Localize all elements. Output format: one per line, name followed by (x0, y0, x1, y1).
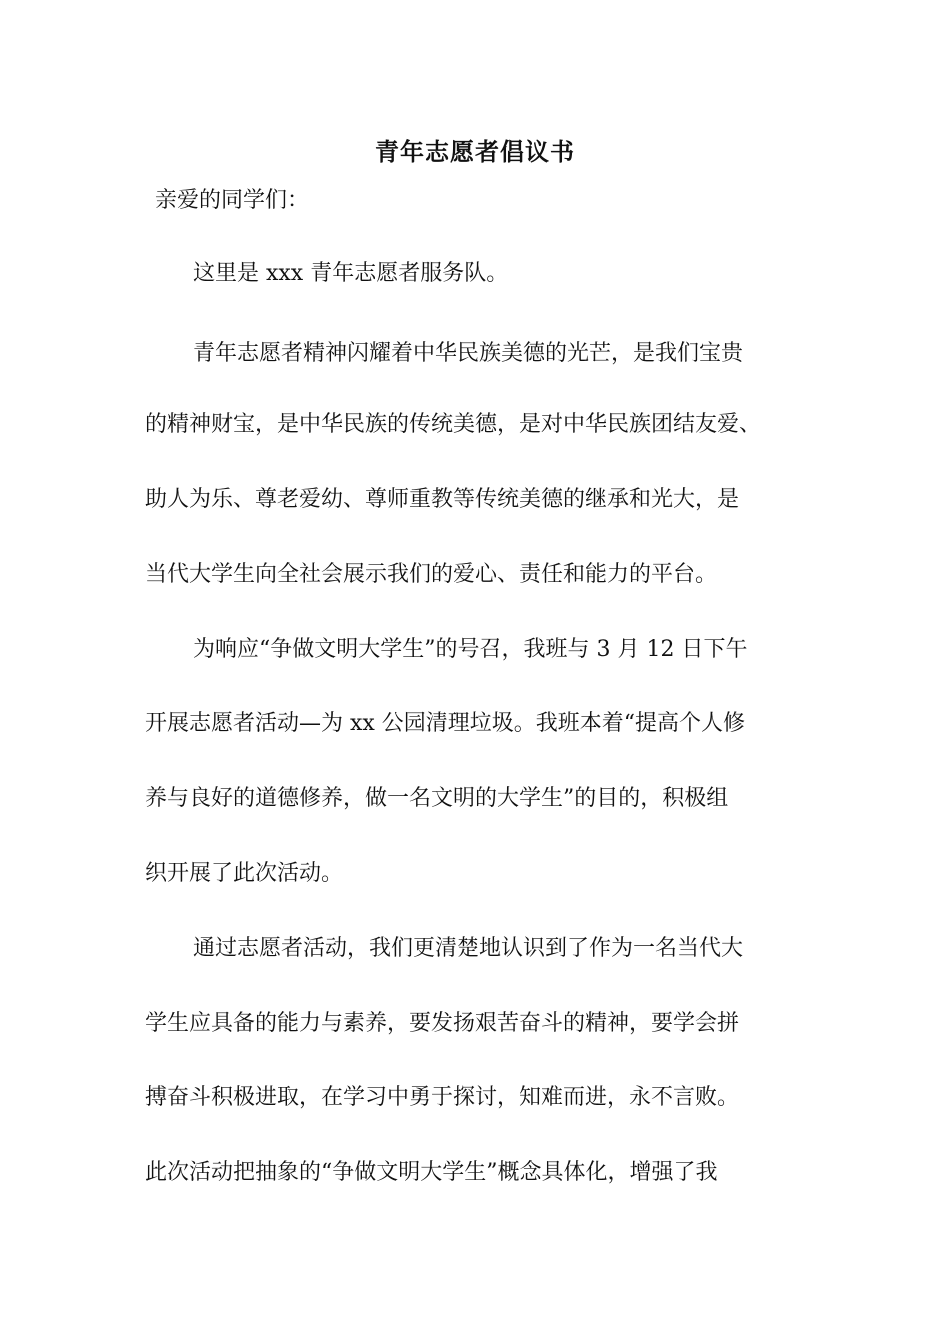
paragraph-line: 学生应具备的能力与素养，要发扬艰苦奋斗的精神，要学会拼 (145, 1011, 740, 1036)
paragraph-line: 开展志愿者活动—为 xx 公园清理垃圾。我班本着“提高个人修 (145, 711, 746, 736)
greeting: 亲爱的同学们： (155, 188, 310, 213)
paragraph-line: 此次活动把抽象的“争做文明大学生”概念具体化，增强了我 (145, 1160, 718, 1185)
paragraph-line: 助人为乐、尊老爱幼、尊师重教等传统美德的继承和光大，是 (145, 487, 740, 512)
document-title: 青年志愿者倡议书 (375, 137, 575, 166)
paragraph-line: 搏奋斗积极进取，在学习中勇于探讨，知难而进，永不言败。 (145, 1085, 740, 1110)
paragraph-line: 这里是 xxx 青年志愿者服务队。 (193, 261, 509, 286)
paragraph-line: 为响应“争做文明大学生”的号召，我班与 3 月 12 日下午 (193, 637, 748, 662)
paragraph-line: 养与良好的道德修养，做一名文明的大学生”的目的，积极组 (145, 786, 729, 811)
paragraph-line: 织开展了此次活动。 (145, 861, 344, 886)
paragraph-line: 通过志愿者活动，我们更清楚地认识到了作为一名当代大 (193, 936, 744, 961)
paragraph-line: 青年志愿者精神闪耀着中华民族美德的光芒，是我们宝贵 (193, 341, 744, 366)
paragraph-line: 当代大学生向全社会展示我们的爱心、责任和能力的平台。 (145, 562, 718, 587)
paragraph-line: 的精神财宝，是中华民族的传统美德，是对中华民族团结友爱、 (145, 412, 762, 437)
